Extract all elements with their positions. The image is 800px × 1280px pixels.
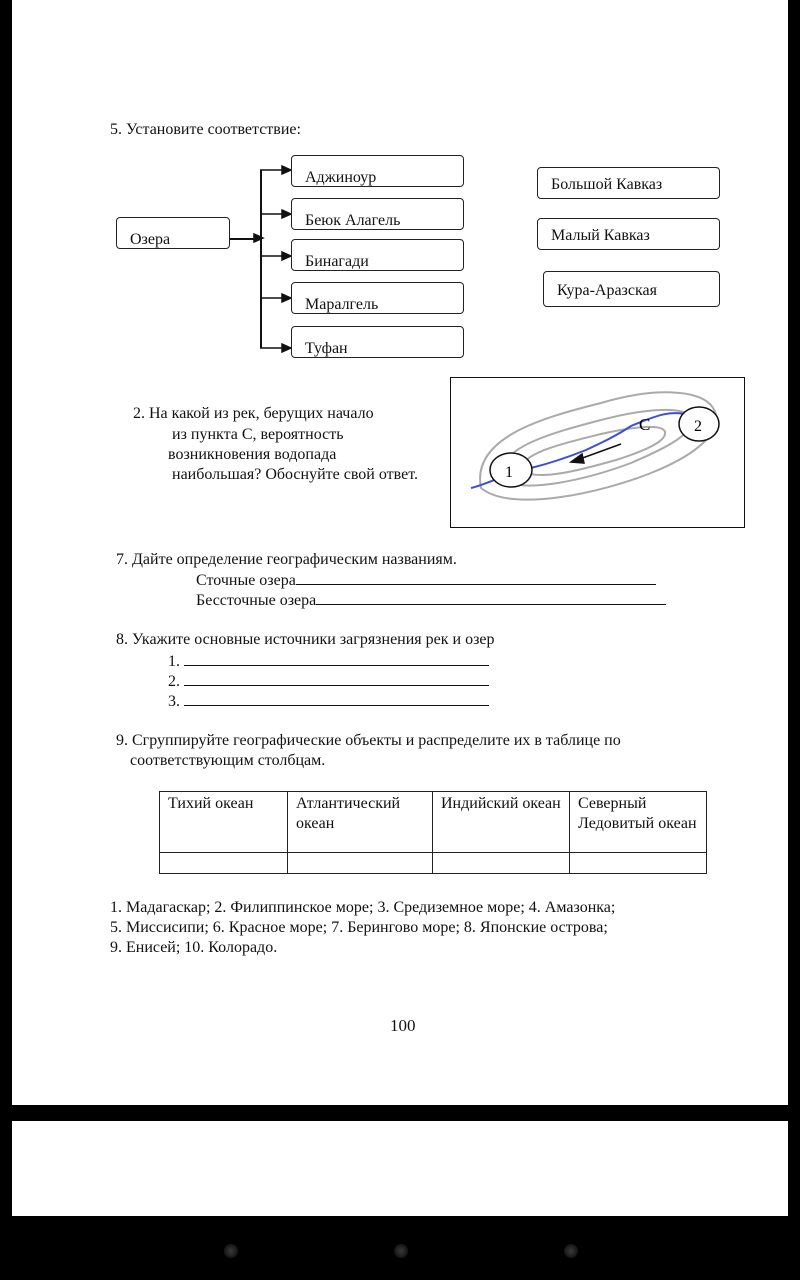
map-label-1: 1 (505, 464, 513, 481)
region-box-2 (537, 218, 720, 250)
lake-box-1 (291, 155, 464, 187)
col-header-pacific: Тихий океан (160, 792, 288, 853)
q8-item-2 (168, 671, 489, 692)
q8-item-1-label: 1. (168, 653, 180, 670)
map-label-2: 2 (694, 418, 702, 435)
oceans-table (159, 791, 707, 874)
river-map (450, 377, 745, 528)
lakes-source-label: Озера (130, 231, 171, 248)
region-label-2: Малый Кавказ (551, 227, 650, 244)
q2-line-2: из пункта С, вероятность (172, 426, 344, 443)
q7-item-2 (196, 590, 666, 611)
q8-answer-line-2[interactable] (184, 671, 489, 686)
q8-item-3 (168, 691, 489, 712)
q8-item-3-label: 3. (168, 693, 180, 710)
lake-label-1: Аджиноур (305, 169, 377, 186)
region-box-3 (543, 271, 720, 307)
q7-answer-line-2[interactable] (316, 590, 666, 605)
q8-title: 8. Укажите основные источники загрязнения рек и озер (116, 631, 495, 648)
table-header-row (160, 792, 707, 853)
q7-item-2-label: Бессточные озера (196, 592, 317, 609)
lake-label-2: Беюк Алагель (305, 212, 401, 229)
objects-line-3: 9. Енисей; 10. Колорадо. (110, 939, 278, 956)
q7-title: 7. Дайте определение географическим названиям. (116, 551, 457, 568)
region-label-1: Большой Кавказ (551, 176, 663, 193)
lake-box-4 (291, 282, 464, 314)
lake-label-3: Бинагади (305, 253, 369, 270)
q2-line-4: наибольшая? Обоснуйте свой ответ. (172, 466, 418, 483)
q8-item-2-label: 2. (168, 673, 180, 690)
objects-line-2: 5. Миссисипи; 6. Красное море; 7. Берингово море; 8. Японские острова; (110, 919, 608, 936)
answer-cell-arctic[interactable] (570, 853, 707, 874)
lake-label-4: Маралгель (305, 296, 379, 313)
q8-answer-line-1[interactable] (184, 651, 489, 666)
nav-recents-button[interactable] (564, 1244, 578, 1258)
q2-line-1: 2. На какой из рек, берущих начало (133, 405, 374, 422)
col-header-arctic: Северный Ледовитый океан (570, 792, 707, 853)
answer-cell-pacific[interactable] (160, 853, 288, 874)
q7-answer-line-1[interactable] (296, 570, 656, 585)
q8-answer-line-3[interactable] (184, 691, 489, 706)
lake-box-5 (291, 326, 464, 358)
contour-map (451, 378, 743, 526)
lake-box-3 (291, 239, 464, 271)
answer-cell-indian[interactable] (433, 853, 570, 874)
q9-title-line-1: 9. Сгруппируйте географические объекты и распределите их в таблице по (116, 732, 621, 749)
region-label-3: Кура-Аразская (557, 282, 657, 299)
nav-home-button[interactable] (394, 1244, 408, 1258)
col-header-indian: Индийский океан (433, 792, 570, 853)
nav-back-button[interactable] (224, 1244, 238, 1258)
map-point-c: C (639, 415, 651, 434)
table-row (160, 853, 707, 874)
q2-line-3: возникновения водопада (168, 446, 337, 463)
col-header-atlantic: Атлантический океан (288, 792, 433, 853)
q7-item-1 (196, 570, 656, 591)
region-box-1 (537, 167, 720, 199)
lake-box-2 (291, 198, 464, 230)
next-page-top (12, 1121, 788, 1216)
lake-label-5: Туфан (305, 340, 348, 357)
q7-item-1-label: Сточные озера (196, 572, 296, 589)
page-number: 100 (390, 1016, 416, 1035)
objects-line-1: 1. Мадагаскар; 2. Филиппинское море; 3. Средиземное море; 4. Амазонка; (110, 899, 616, 916)
q9-title-line-2: соответствующим столбцам. (130, 752, 326, 769)
q5-title: 5. Установите соответствие: (110, 121, 301, 138)
answer-cell-atlantic[interactable] (288, 853, 433, 874)
q8-item-1 (168, 651, 489, 672)
